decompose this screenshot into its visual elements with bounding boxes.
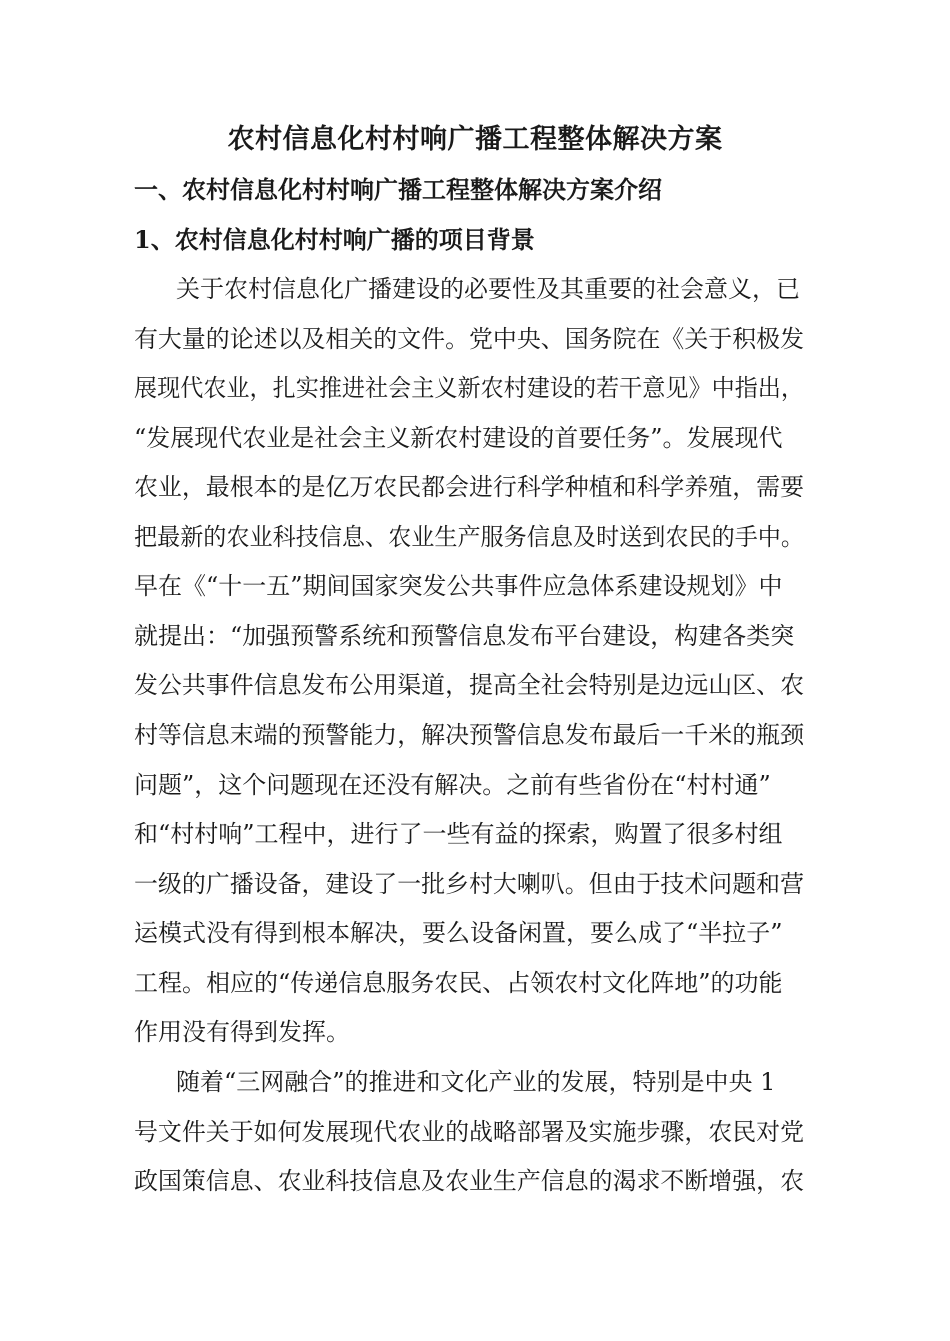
paragraph-line: 随着“三网融合”的推进和文化产业的发展，特别是中央 1 bbox=[176, 1068, 776, 1096]
paragraph-line: 和“村村响”工程中，进行了一些有益的探索，购置了很多村组 bbox=[134, 820, 783, 848]
section-heading: 一、农村信息化村村响广播工程整体解决方案介绍 bbox=[134, 175, 662, 204]
paragraph-line: 运模式没有得到根本解决，要么设备闲置，要么成了“半拉子” bbox=[134, 919, 783, 947]
paragraph-line: 工程。相应的“传递信息服务农民、占领农村文化阵地”的功能 bbox=[134, 969, 783, 997]
paragraph-line: 展现代农业，扎实推进社会主义新农村建设的若干意见》中指出， bbox=[134, 374, 804, 402]
paragraph-line: 关于农村信息化广播建设的必要性及其重要的社会意义，已 bbox=[176, 275, 800, 303]
paragraph-line: 一级的广播设备，建设了一批乡村大喇叭。但由于技术问题和营 bbox=[134, 870, 804, 898]
paragraph-line: 政国策信息、农业科技信息及农业生产信息的渴求不断增强，农 bbox=[134, 1167, 804, 1195]
paragraph-line: 发公共事件信息发布公用渠道，提高全社会特别是边远山区、农 bbox=[134, 671, 804, 699]
paragraph-line: 早在《“十一五”期间国家突发公共事件应急体系建设规划》中 bbox=[134, 572, 783, 600]
paragraph-line: 村等信息末端的预警能力，解决预警信息发布最后一千米的瓶颈 bbox=[134, 721, 804, 749]
paragraph-line: 问题”，这个问题现在还没有解决。之前有些省份在“村村通” bbox=[134, 771, 771, 799]
paragraph-line: 有大量的论述以及相关的文件。党中央、国务院在《关于积极发 bbox=[134, 325, 804, 353]
paragraph-line: 号文件关于如何发展现代农业的战略部署及实施步骤，农民对党 bbox=[134, 1118, 804, 1146]
paragraph-line: 农业，最根本的是亿万农民都会进行科学种植和科学养殖，需要 bbox=[134, 473, 804, 501]
paragraph-line: 把最新的农业科技信息、农业生产服务信息及时送到农民的手中。 bbox=[134, 523, 804, 551]
paragraph-line: “发展现代农业是社会主义新农村建设的首要任务”。发展现代 bbox=[134, 424, 783, 452]
paragraph-line: 作用没有得到发挥。 bbox=[134, 1018, 350, 1046]
paragraph-line: 就提出：“加强预警系统和预警信息发布平台建设，构建各类突 bbox=[134, 622, 795, 650]
document-title: 农村信息化村村响广播工程整体解决方案 bbox=[227, 124, 723, 155]
subsection-heading: 1、农村信息化村村响广播的项目背景 bbox=[134, 225, 535, 254]
